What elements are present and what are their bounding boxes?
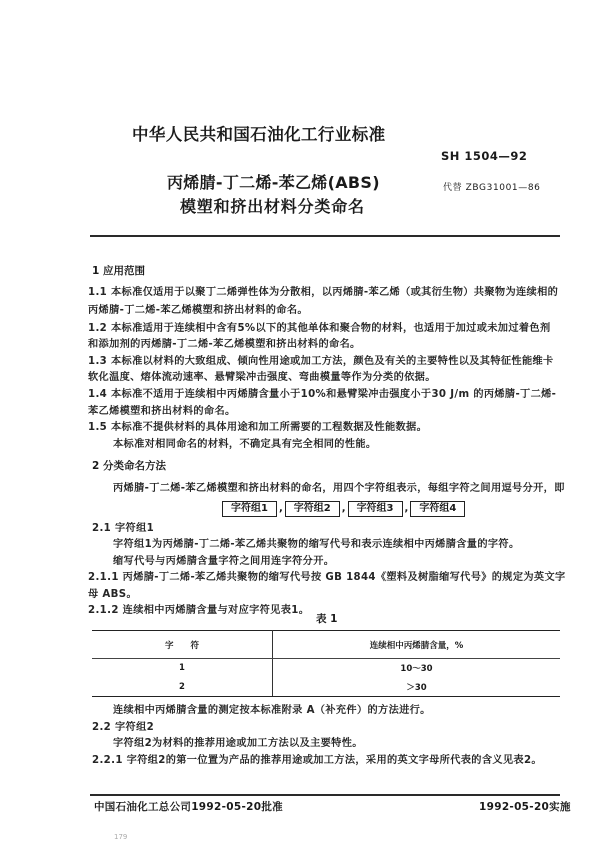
- character-group-1: 字符组1: [222, 501, 277, 517]
- clause-2-1-1-line2: 母 ABS。: [88, 589, 138, 600]
- clause-1-4-line2: 苯乙烯模塑和挤出材料的命名。: [88, 406, 236, 417]
- document-title-line1: 丙烯腈-丁二烯-苯乙烯(ABS): [167, 173, 380, 192]
- subsection-2-1-para1: 字符组1为丙烯腈-丁二烯-苯乙烯共聚物的缩写代号和表示连续相中丙烯腈含量的字符。: [113, 539, 520, 550]
- clause-1-2-line1: 1.2 本标准适用于连续相中含有5%以下的其他单体和聚合物的材料，也适用于加过或未加过着色剂: [88, 323, 551, 334]
- cell-content-range: 10～30: [400, 664, 433, 675]
- character-group-2: 字符组2: [285, 501, 340, 517]
- implementation-date: 1992-05-20实施: [479, 801, 571, 813]
- subsection-2-1-para2: 缩写代号与丙烯腈含量字符之间用连字符分开。: [113, 556, 335, 567]
- table-row: [92, 659, 560, 678]
- organization-standard-title: 中华人民共和国石油化工行业标准: [132, 125, 386, 144]
- clause-1-3-line1: 1.3 本标准以材料的大致组成、倾向性用途或加工方法，颜色及有关的主要特性以及其特征性能维卡: [88, 356, 554, 367]
- page-number: 179: [114, 833, 128, 841]
- group-separator: ,: [278, 503, 283, 514]
- approval-statement: 中国石油化工总公司1992-05-20批准: [94, 801, 283, 813]
- footer-divider: [90, 794, 560, 796]
- subsection-2-1-heading: 2.1 字符组1: [92, 523, 155, 534]
- character-group-4: 字符组4: [410, 501, 465, 517]
- document-title-line2: 模塑和挤出材料分类命名: [180, 197, 365, 216]
- clause-1-5-line2: 本标准对相同命名的材料，不确定具有完全相同的性能。: [113, 439, 377, 450]
- table-1-caption: 表 1: [316, 613, 338, 625]
- table-1: [92, 630, 560, 697]
- after-table-note: 连续相中丙烯腈含量的测定按本标准附录 A（补充件）的方法进行。: [113, 705, 431, 716]
- character-groups: [222, 496, 465, 517]
- section-1-heading: 1 应用范围: [92, 265, 145, 277]
- column-header-acrylonitrile-content: 连续相中丙烯腈含量，%: [273, 631, 561, 659]
- character-group-3: 字符组3: [348, 501, 403, 517]
- group-separator: ,: [404, 503, 409, 514]
- subsection-2-2-heading: 2.2 字符组2: [92, 722, 155, 733]
- table-header-row: [92, 631, 560, 659]
- clause-1-1-line1: 1.1 本标准仅适用于以聚丁二烯弹性体为分散相，以丙烯腈-苯乙烯（或其衍生物）共聚物为连续相的: [88, 287, 559, 298]
- cell-character: 2: [92, 678, 273, 697]
- clause-1-1-line2: 丙烯腈-丁二烯-苯乙烯模塑和挤出材料的命名。: [88, 305, 308, 316]
- section-2-heading: 2 分类命名方法: [92, 460, 166, 472]
- subsection-2-2-para1: 字符组2为材料的推荐用途或加工方法以及主要特性。: [113, 738, 363, 749]
- cell-content-range: ＞30: [273, 678, 561, 697]
- header-divider: [90, 235, 560, 237]
- clause-1-5-line1: 1.5 本标准不提供材料的具体用途和加工所需要的工程数据及性能数据。: [88, 422, 428, 433]
- column-header-character: 字 符: [92, 631, 273, 659]
- clause-1-3-line2: 软化温度、熔体流动速率、悬臂梁冲击强度、弯曲模量等作为分类的依据。: [88, 372, 436, 383]
- clause-1-4-line1: 1.4 本标准不适用于连续相中丙烯腈含量小于10%和悬臂梁冲击强度小于30 J/m 的丙烯腈-丁二烯-: [88, 389, 557, 400]
- replaces-standard: 代替 ZBG31001—86: [443, 183, 541, 193]
- clause-1-2-line2: 和添加剂的丙烯腈-丁二烯-苯乙烯模塑和挤出材料的命名。: [88, 339, 361, 350]
- clause-2-1-1-line1: 2.1.1 丙烯腈-丁二烯-苯乙烯共聚物的缩写代号按 GB 1844《塑料及树脂缩写代号》的规定为英文字: [88, 572, 566, 583]
- group-separator: ,: [341, 503, 346, 514]
- table-row: [92, 678, 560, 697]
- cell-character: 1: [92, 659, 273, 678]
- clause-2-2-1: 2.2.1 字符组2的第一位置为产品的推荐用途或加工方法，采用的英文字母所代表的含义见表2。: [92, 755, 542, 766]
- clause-2-1-2: 2.1.2 连续相中丙烯腈含量与对应字符见表1。: [88, 605, 310, 616]
- standard-number: SH 1504—92: [441, 149, 528, 163]
- section-2-intro: 丙烯腈-丁二烯-苯乙烯模塑和挤出材料的命名，用四个字符组表示，每组字符之间用逗号分开，即: [113, 483, 565, 494]
